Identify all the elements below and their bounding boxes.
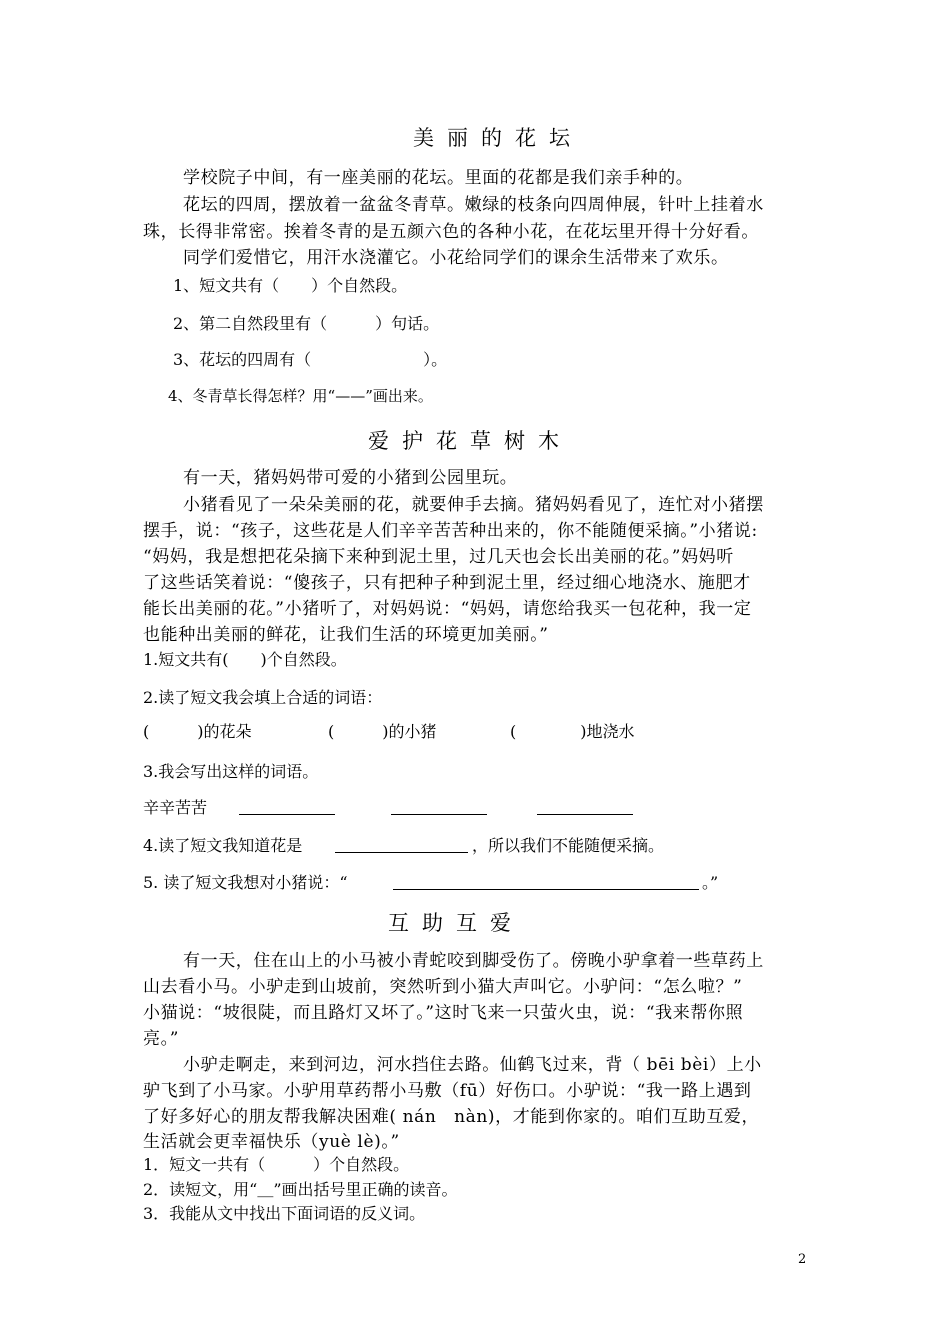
paragraph-line: 有一天，猪妈妈带可爱的小猪到公园里玩。 bbox=[183, 468, 518, 488]
paragraph-line: 亮。” bbox=[143, 1029, 179, 1049]
question: 2、第二自然段里有（ ）句话。 bbox=[173, 314, 440, 333]
question: 3．我能从文中找出下面词语的反义词。 bbox=[143, 1204, 426, 1223]
answer-line bbox=[335, 852, 468, 853]
paragraph-line: 小猪看见了一朵朵美丽的花，就要伸手去摘。猪妈妈看见了，连忙对小猪摆 bbox=[183, 495, 764, 515]
question: 4、冬青草长得怎样？用“——”画出来。 bbox=[168, 387, 433, 405]
question: 5. 读了短文我想对小猪说：“ bbox=[143, 873, 348, 892]
paragraph-line: 驴飞到了小马家。小驴用草药帮小马敷（fū）好伤口。小驴说：“我一路上遇到 bbox=[143, 1081, 752, 1101]
answer-line bbox=[393, 889, 699, 890]
question: 1、短文共有（ ）个自然段。 bbox=[173, 276, 408, 295]
question: 1.短文共有( )个自然段。 bbox=[143, 650, 347, 669]
paragraph-line: 也能种出美丽的鲜花，让我们生活的环境更加美丽。” bbox=[143, 625, 549, 645]
question: 3、花坛的四周有（ ）。 bbox=[173, 350, 448, 369]
question: 1．短文一共有（ ）个自然段。 bbox=[143, 1155, 410, 1174]
answer-line bbox=[391, 814, 487, 815]
fill-blank: ( )地浇水 bbox=[510, 722, 635, 741]
paragraph-line: 能长出美丽的花。”小猪听了，对妈妈说：“妈妈，请您给我买一包花种，我一定 bbox=[143, 599, 752, 619]
fill-blank: ( )的花朵 bbox=[143, 722, 252, 741]
paragraph-line: 山去看小马。小驴走到山坡前，突然听到小猫大声叫它。小驴问：“怎么啦？” bbox=[143, 977, 743, 997]
question: 2．读短文，用“＿”画出括号里正确的读音。 bbox=[143, 1180, 458, 1199]
answer-line bbox=[239, 814, 335, 815]
paragraph-line: 生活就会更幸福快乐（yuè lè)。” bbox=[143, 1132, 400, 1152]
paragraph-line: 了这些话笑着说：“傻孩子，只有把种子种到泥土里，经过细心地浇水、施肥才 bbox=[143, 573, 751, 593]
paragraph-line: 有一天，住在山上的小马被小青蛇咬到脚受伤了。傍晚小驴拿着一些草药上 bbox=[183, 951, 764, 971]
paragraph-line: 花坛的四周，摆放着一盆盆冬青草。嫩绿的枝条向四周伸展，针叶上挂着水 bbox=[183, 195, 764, 215]
paragraph-line: 学校院子中间，有一座美丽的花坛。里面的花都是我们亲手种的。 bbox=[183, 168, 694, 188]
question: 4.读了短文我知道花是 bbox=[143, 836, 303, 855]
section-title: 美丽的花坛 bbox=[413, 126, 583, 150]
section-title: 互助互爱 bbox=[388, 911, 524, 935]
paragraph-line: 小驴走啊走，来到河边，河水挡住去路。仙鹤飞过来，背（ bēi bèi）上小 bbox=[183, 1055, 762, 1075]
fill-blank: ( )的小猪 bbox=[328, 722, 437, 741]
section-title: 爱护花草树木 bbox=[368, 429, 572, 453]
paragraph-line: 了好多好心的朋友帮我解决困难( nán nàn)，才能到你家的。咱们互助互爱， bbox=[143, 1107, 760, 1127]
question-tail: 。” bbox=[702, 873, 719, 892]
paragraph-line: 摆手，说：“孩子，这些花是人们辛辛苦苦种出来的，你不能随便采摘。”小猪说: bbox=[143, 521, 758, 541]
question: 2.读了短文我会填上合适的词语： bbox=[143, 688, 383, 707]
page-number: 2 bbox=[798, 1252, 807, 1267]
answer-line bbox=[537, 814, 633, 815]
paragraph-line: “妈妈，我是想把花朵摘下来种到泥土里，过几天也会长出美丽的花。”妈妈听 bbox=[143, 547, 734, 567]
question: 3.我会写出这样的词语。 bbox=[143, 762, 319, 781]
question-tail: ，所以我们不能随便采摘。 bbox=[472, 836, 665, 855]
paragraph-line: 同学们爱惜它，用汗水浇灌它。小花给同学们的课余生活带来了欢乐。 bbox=[183, 248, 729, 268]
word-example: 辛辛苦苦 bbox=[143, 798, 208, 817]
paragraph-line: 珠，长得非常密。挨着冬青的是五颜六色的各种小花，在花坛里开得十分好看。 bbox=[143, 222, 759, 242]
paragraph-line: 小猫说：“坡很陡，而且路灯又坏了。”这时飞来一只萤火虫，说：“我来帮你照 bbox=[143, 1003, 744, 1023]
